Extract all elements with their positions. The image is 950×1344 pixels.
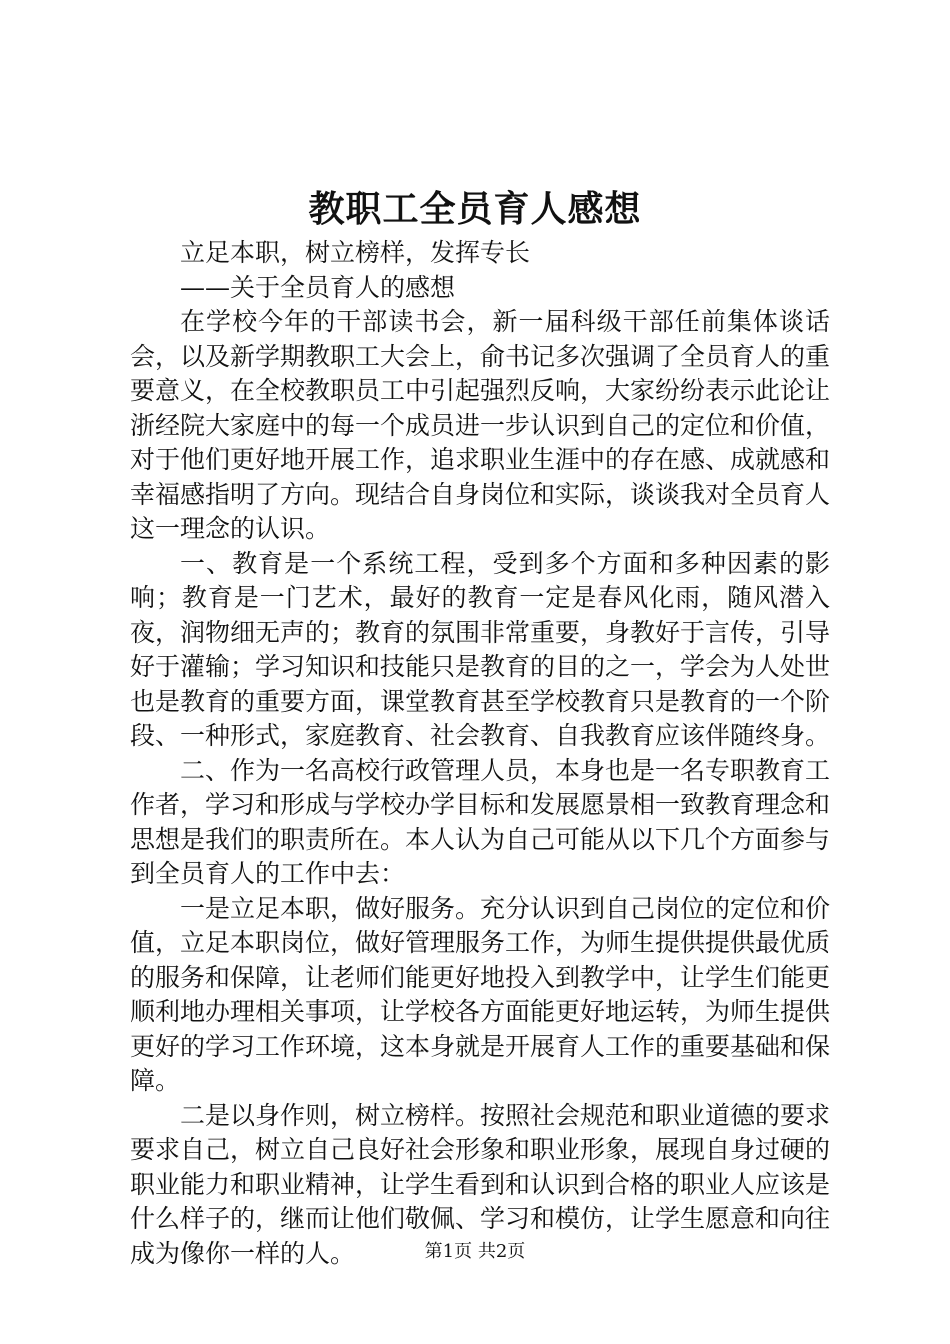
paragraph-point-one: 一、教育是一个系统工程，受到多个方面和多种因素的影响；教育是一门艺术，最好的教育一定是春风化雨，随风潜入夜，润物细无声的；教育的氛围非常重要，身教好于言传，引导好于灌输；学习知识和技能只是教育的目的之一，学会为人处世也是教育的重要方面，课堂教育甚至学校教育只是教育的一个阶段、一种形式，家庭教育、社会教育、自我教育应该伴随终身。 [130, 548, 831, 750]
paragraph-service: 一是立足本职，做好服务。充分认识到自己岗位的定位和价值，立足本职岗位，做好管理服务工作，为师生提供提供最优质的服务和保障，让老师们能更好地投入到教学中，让学生们能更顺利地办理相关事项，让学校各方面能更好地运转，为师生提供更好的学习工作环境，这本身就是开展育人工作的重要基础和保障。 [130, 893, 831, 1095]
page-number-footer: 第1页 共2页 [424, 1241, 526, 1262]
paragraph-intro: 在学校今年的干部读书会，新一届科级干部任前集体谈话会，以及新学期教职工大会上，俞书记多次强调了全员育人的重要意义，在全校教职员工中引起强烈反响，大家纷纷表示此论让浙经院大家庭中的每一个成员进一步认识到自己的定位和价值，对于他们更好地开展工作，追求职业生涯中的存在感、成就感和幸福感指明了方向。现结合自身岗位和实际，谈谈我对全员育人这一理念的认识。 [130, 307, 831, 543]
document-body [130, 236, 830, 1271]
subtitle: 立足本职，树立榜样，发挥专长 [180, 238, 531, 267]
subtitle-secondary: ——关于全员育人的感想 [180, 272, 456, 302]
paragraph-point-two: 二、作为一名高校行政管理人员，本身也是一名专职教育工作者，学习和形成与学校办学目标和发展愿景相一致教育理念和思想是我们的职责所在。本人认为自己可能从以下几个方面参与到全员育人的工作中去： [130, 755, 831, 888]
document-title: 教职工全员育人感想 [308, 188, 642, 230]
paragraph-role-model: 二是以身作则，树立榜样。按照社会规范和职业道德的要求要求自己，树立自己良好社会形象和职业形象，展现自身过硬的职业能力和职业精神，让学生看到和认识到合格的职业人应该是什么样子的，继而让他们敬佩、学习和模仿，让学生愿意和向往成为像你一样的人。 [130, 1100, 831, 1268]
